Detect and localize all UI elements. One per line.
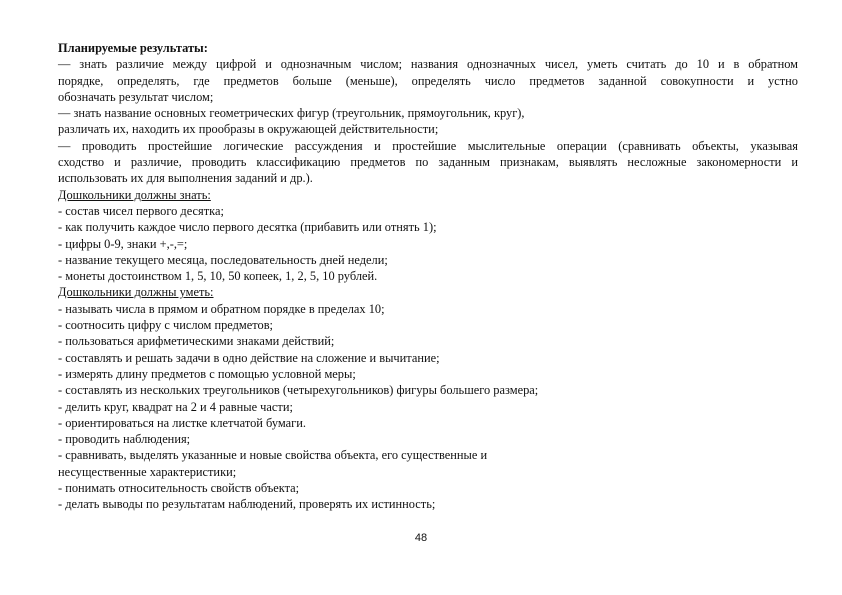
able-item: - сравнивать, выделять указанные и новые свойства объекта, его существенные и bbox=[58, 448, 488, 463]
goal-3-line-2: сходство и различие, проводить классификацию предметов по заданным признакам, выявлять несложные закономерности и bbox=[58, 155, 798, 170]
know-item: - название текущего месяца, последовательность дней недели; bbox=[58, 252, 388, 267]
able-item: - измерять длину предметов с помощью условной меры; bbox=[58, 366, 356, 381]
goal-2-line-1: — знать название основных геометрических фигур (треугольник, прямоугольник, круг), bbox=[58, 106, 525, 121]
able-item-continuation: несущественные характеристики; bbox=[58, 464, 237, 479]
page-number: 48 bbox=[414, 532, 428, 544]
able-item: - составлять из нескольких треугольников (четырехугольников) фигуры большего размера; bbox=[58, 383, 539, 398]
goal-3-line-3: использовать их для выполнения заданий и др.). bbox=[58, 171, 313, 186]
able-item: - называть числа в прямом и обратном порядке в пределах 10; bbox=[58, 301, 385, 316]
goal-3-line-1: — проводить простейшие логические рассуждения и простейшие мыслительные операции (сравнивать объекты, указывая bbox=[58, 138, 798, 153]
goal-1-line-2: порядке, определять, где предметов больше (меньше), определять число предметов заданной совокупности и устно bbox=[58, 73, 798, 88]
goal-1-line-1: — знать различие между цифрой и однозначным числом; названия однозначных чисел, уметь считать до 10 и в обратном bbox=[58, 57, 798, 72]
able-item: - проводить наблюдения; bbox=[58, 432, 191, 447]
know-item: - цифры 0-9, знаки +,-,=; bbox=[58, 236, 188, 251]
able-item: - делать выводы по результатам наблюдений, проверять их истинность; bbox=[58, 497, 436, 512]
know-heading: Дошкольники должны знать: bbox=[58, 187, 211, 202]
able-heading: Дошкольники должны уметь: bbox=[58, 285, 214, 300]
goal-2-line-2: различать их, находить их прообразы в окружающей действительности; bbox=[58, 122, 439, 137]
able-item: - делить круг, квадрат на 2 и 4 равные части; bbox=[58, 399, 293, 414]
know-item: - монеты достоинством 1, 5, 10, 50 копеек, 1, 2, 5, 10 рублей. bbox=[58, 269, 378, 284]
goal-1-line-3: обозначать результат числом; bbox=[58, 89, 214, 104]
know-item: - состав чисел первого десятка; bbox=[58, 203, 224, 218]
able-item: - соотносить цифру с числом предметов; bbox=[58, 318, 273, 333]
section-title: Планируемые результаты: bbox=[58, 41, 208, 55]
able-item: - пользоваться арифметическими знаками действий; bbox=[58, 334, 335, 349]
able-item: - ориентироваться на листке клетчатой бумаги. bbox=[58, 415, 306, 430]
know-item: - как получить каждое число первого десятка (прибавить или отнять 1); bbox=[58, 220, 437, 235]
able-item: - понимать относительность свойств объекта; bbox=[58, 481, 300, 496]
document-body bbox=[58, 40, 798, 513]
able-item: - составлять и решать задачи в одно действие на сложение и вычитание; bbox=[58, 350, 440, 365]
